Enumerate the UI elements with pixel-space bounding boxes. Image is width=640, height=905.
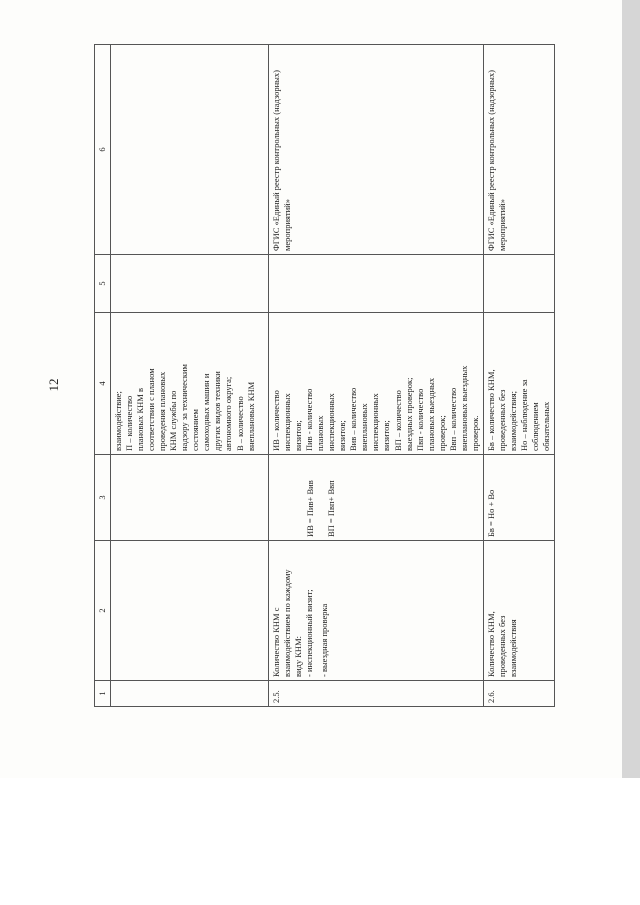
indicator-line: взаимодействием по каждому bbox=[282, 569, 293, 677]
variables-line: Но – наблюдение за bbox=[519, 379, 530, 451]
cell-target bbox=[269, 255, 484, 313]
variables-line: инспекционных bbox=[326, 393, 337, 451]
indicator-line: взаимодействия bbox=[507, 619, 518, 677]
variables-line: проверок. bbox=[469, 415, 480, 451]
header-cell: 6 bbox=[95, 45, 111, 255]
variables-line: других видов техники bbox=[212, 371, 223, 451]
indicator-line: - инспекционный визит; bbox=[304, 589, 315, 677]
spacer bbox=[316, 458, 326, 537]
variables-line: проверок; bbox=[436, 415, 447, 451]
indicator-line: проведенных без bbox=[496, 615, 507, 677]
variables-line: плановых выездных bbox=[425, 377, 436, 451]
header-cell: 1 bbox=[95, 681, 111, 707]
variables-line: плановых КНМ в bbox=[135, 388, 146, 451]
formula-text: ВП = Пвп+ Ввп bbox=[326, 480, 337, 537]
variables-line: состоянием bbox=[190, 409, 201, 451]
variables-line: инспекционных bbox=[370, 393, 381, 451]
header-cell: 4 bbox=[95, 313, 111, 455]
cell-number: 2.5. bbox=[269, 681, 484, 707]
variables-line: ВП – количество bbox=[392, 390, 403, 451]
cell-number: 2.6. bbox=[483, 681, 554, 707]
cell-indicator bbox=[483, 541, 554, 681]
variables-line: Вив – количество bbox=[348, 387, 359, 451]
variables-line: проведения плановых bbox=[157, 371, 168, 451]
variables-line: взаимодействие; bbox=[113, 391, 123, 451]
cell-variables bbox=[483, 313, 554, 455]
table-header-row bbox=[95, 45, 111, 707]
variables-line: плановых bbox=[315, 415, 326, 451]
formula-text: Бв = Но + Во bbox=[485, 489, 496, 537]
variables-line: надзору за техническим bbox=[179, 364, 190, 451]
cell-source: ФГИС «Единый реестр контрольных (надзорных) мероприятий» bbox=[483, 45, 554, 255]
variables-line: В – количество bbox=[234, 396, 245, 451]
indicator-line: Количество КНМ, bbox=[485, 611, 496, 677]
indicator-line: - выездная проверка bbox=[319, 603, 330, 677]
variables-line: Пив - количество bbox=[304, 388, 315, 451]
variables-line: внеплановых КНМ bbox=[245, 381, 256, 451]
cell-formula bbox=[483, 455, 554, 541]
cell-source: ФГИС «Единый реестр контрольных (надзорных) мероприятий» bbox=[269, 45, 484, 255]
table-row bbox=[269, 45, 484, 707]
variables-line: Ввп – количество bbox=[447, 387, 458, 451]
variables-line: внеплановых bbox=[359, 403, 370, 451]
variables-line: ИВ – количество bbox=[271, 390, 281, 451]
indicator-line: виду КНМ: bbox=[293, 636, 304, 677]
variables-line: проведенных без bbox=[496, 389, 507, 451]
table-row bbox=[483, 45, 554, 707]
scan-margin bbox=[0, 778, 640, 905]
cell-indicator bbox=[269, 541, 484, 681]
cell-formula bbox=[111, 455, 269, 541]
cell-formula bbox=[269, 455, 484, 541]
variables-line: Бв – количество КНМ, bbox=[485, 369, 496, 451]
header-cell: 2 bbox=[95, 541, 111, 681]
cell-number bbox=[111, 681, 269, 707]
variables-line: внеплановых выездных bbox=[458, 365, 469, 451]
variables-line: обязательных bbox=[541, 401, 552, 451]
variables-line: КНМ службы по bbox=[168, 390, 179, 451]
variables-line: визитов; bbox=[337, 420, 348, 451]
spacer bbox=[271, 458, 305, 537]
cell-target bbox=[111, 255, 269, 313]
variables-line: П – количество bbox=[124, 395, 135, 451]
header-cell: 3 bbox=[95, 455, 111, 541]
variables-line: выездных проверок; bbox=[403, 377, 414, 451]
variables-line: Пвп - количество bbox=[414, 388, 425, 451]
variables-line: соблюдением bbox=[530, 402, 541, 451]
variables-line: взаимодействия; bbox=[507, 390, 518, 451]
page-number: 12 bbox=[46, 378, 61, 392]
indicator-line: Количество КНМ с bbox=[271, 607, 281, 677]
indicators-table bbox=[94, 44, 555, 707]
cell-variables bbox=[111, 313, 269, 455]
variables-line: соответствии с планом bbox=[146, 368, 157, 451]
variables-line: визитов; bbox=[381, 420, 392, 451]
cell-target bbox=[483, 255, 554, 313]
rotated-table-container bbox=[94, 45, 552, 707]
variables-line: визитов; bbox=[293, 420, 304, 451]
table-row bbox=[111, 45, 269, 707]
variables-line: автономного округа; bbox=[223, 376, 234, 451]
cell-indicator bbox=[111, 541, 269, 681]
header-cell: 5 bbox=[95, 255, 111, 313]
formula-text: ИВ = Пив+ Вив bbox=[305, 480, 315, 537]
cell-source bbox=[111, 45, 269, 255]
variables-line: самоходных машин и bbox=[201, 373, 212, 451]
variables-line: инспекционных bbox=[282, 393, 293, 451]
cell-variables bbox=[269, 313, 484, 455]
